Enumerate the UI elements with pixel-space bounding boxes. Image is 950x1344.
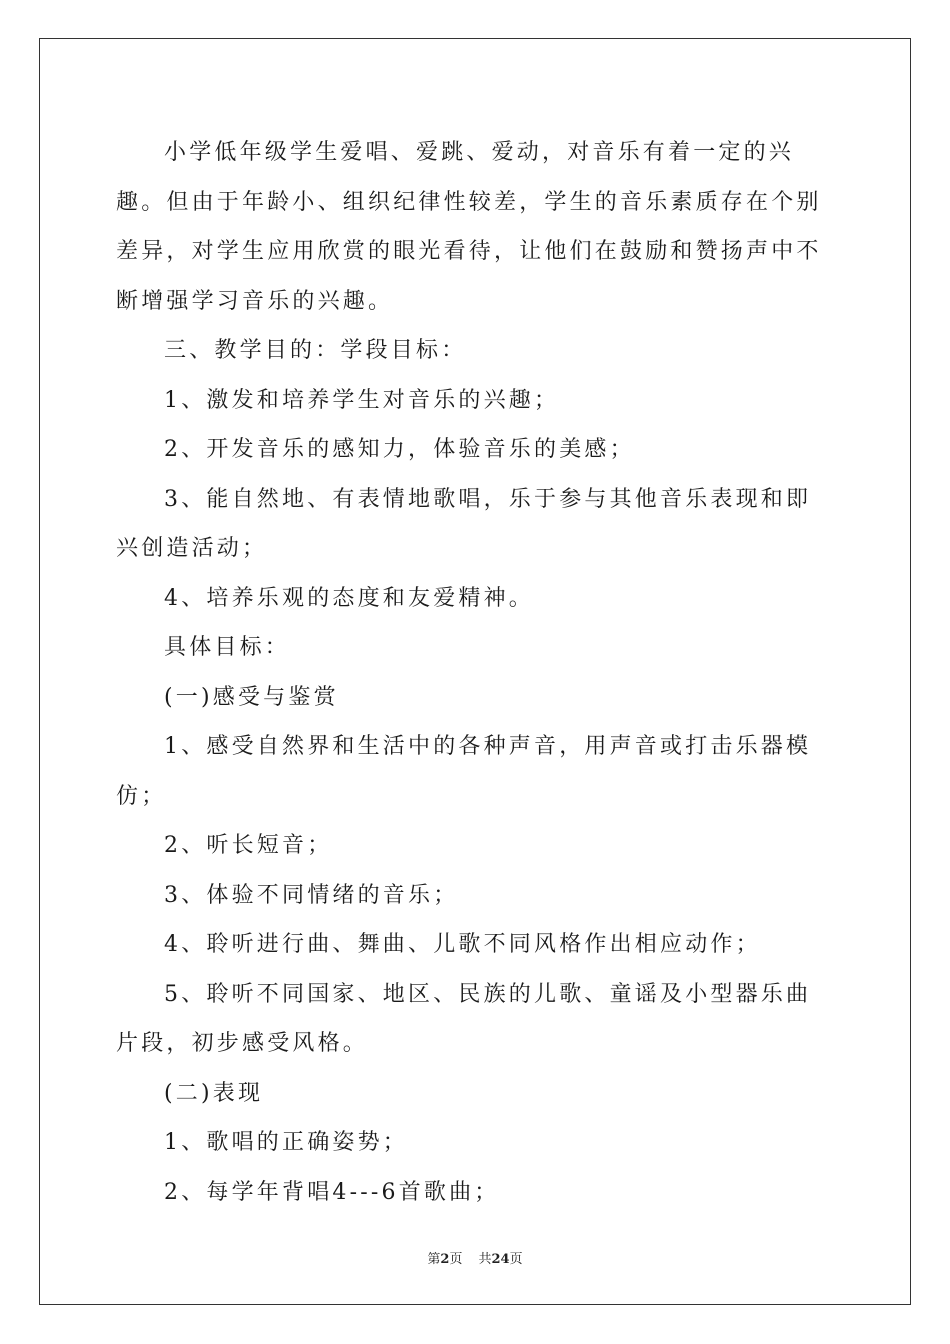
page-prefix: 第 <box>427 1252 441 1267</box>
section-heading-teaching-goals: 三、教学目的：学段目标： <box>164 338 467 363</box>
list-item: 3、能自然地、有表情地歌唱，乐于参与其他音乐表现和即兴创造活动； <box>116 486 812 561</box>
document-body <box>116 128 836 1217</box>
total-prefix: 共 <box>478 1252 492 1267</box>
list-item: 2、开发音乐的感知力，体验音乐的美感； <box>164 437 635 462</box>
list-item: 3、体验不同情绪的音乐； <box>164 882 459 908</box>
total-pages: 24 <box>491 1252 510 1267</box>
total-suffix: 页 <box>509 1252 523 1267</box>
paragraph-student-analysis: 小学低年级学生爱唱、爱跳、爱动，对音乐有着一定的兴趣。但由于年龄小、组织纪律性较差，学生的音乐素质存在个别差异，对学生应用欣赏的眼光看待，让他们在鼓励和赞扬声中不断增强学习音乐的兴趣。 <box>116 140 822 314</box>
list-item: 2、听长短音； <box>164 833 333 858</box>
list-item: 5、聆听不同国家、地区、民族的儿歌、童谣及小型器乐曲片段，初步感受风格。 <box>116 981 812 1056</box>
list-item: 1、激发和培养学生对音乐的兴趣； <box>164 387 560 413</box>
page-footer <box>0 1248 950 1267</box>
list-item: 4、培养乐观的态度和友爱精神。 <box>164 585 534 611</box>
list-item: 1、感受自然界和生活中的各种声音，用声音或打击乐器模仿； <box>116 734 812 809</box>
subheading-performance: (二)表现 <box>164 1080 264 1106</box>
page-number: 2 <box>440 1252 450 1267</box>
list-item: 4、聆听进行曲、舞曲、儿歌不同风格作出相应动作； <box>164 932 761 957</box>
subheading-appreciation: (一)感受与鉴赏 <box>164 684 339 710</box>
page-suffix: 页 <box>449 1252 463 1267</box>
subheading-specific-goals: 具体目标： <box>164 635 291 660</box>
list-item: 1、歌唱的正确姿势； <box>164 1130 408 1155</box>
list-item: 2、每学年背唱4---6首歌曲； <box>164 1179 500 1205</box>
